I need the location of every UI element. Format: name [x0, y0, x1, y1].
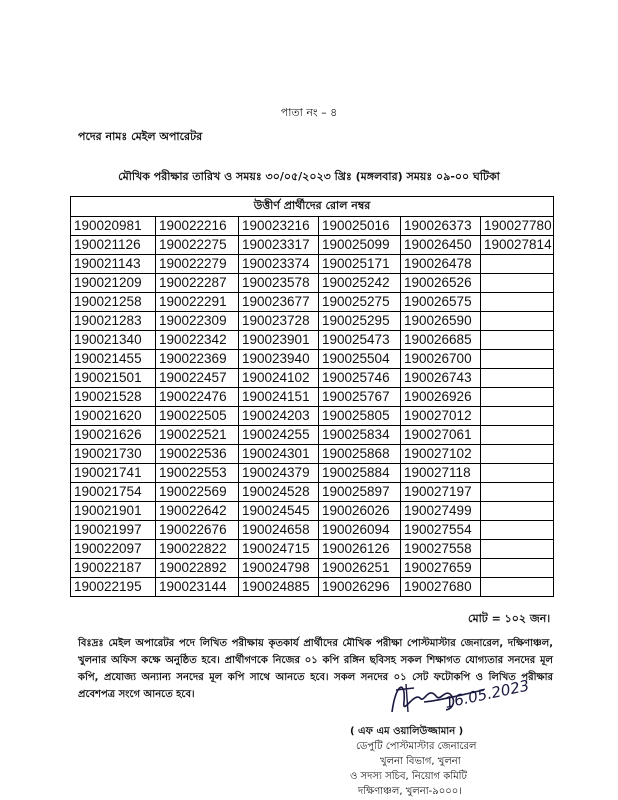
table-row [71, 445, 554, 464]
roll-number-cell [481, 464, 554, 483]
roll-number-cell: 190026685 [401, 331, 481, 350]
roll-number-cell [481, 293, 554, 312]
roll-number-cell: 190024301 [239, 445, 319, 464]
table-row [71, 483, 554, 502]
roll-number-cell: 190027558 [401, 540, 481, 559]
roll-number-cell: 190025016 [319, 217, 401, 236]
roll-number-cell: 190025767 [319, 388, 401, 407]
roll-number-cell: 190025746 [319, 369, 401, 388]
table-row [71, 236, 554, 255]
roll-number-cell [481, 521, 554, 540]
roll-number-cell: 190023677 [239, 293, 319, 312]
roll-number-cell: 190027554 [401, 521, 481, 540]
roll-number-cell: 190027118 [401, 464, 481, 483]
table-row [71, 578, 554, 597]
roll-number-cell: 190026478 [401, 255, 481, 274]
roll-number-cell: 190027680 [401, 578, 481, 597]
roll-number-cell: 190023901 [239, 331, 319, 350]
roll-number-cell: 190027012 [401, 407, 481, 426]
roll-number-cell: 190022187 [71, 559, 156, 578]
roll-number-cell: 190021997 [71, 521, 156, 540]
roll-number-cell: 190026926 [401, 388, 481, 407]
post-name: পদের নামঃ মেইল অপারেটর [78, 130, 203, 143]
roll-number-cell: 190020981 [71, 217, 156, 236]
signatory-block [300, 724, 560, 799]
roll-number-cell [481, 483, 554, 502]
roll-number-cell: 190027197 [401, 483, 481, 502]
roll-number-cell: 190022287 [156, 274, 239, 293]
total-count: মোট = ১০২ জন। [468, 612, 551, 625]
roll-number-cell: 190025897 [319, 483, 401, 502]
roll-number-cell: 190021258 [71, 293, 156, 312]
roll-number-cell: 190022822 [156, 540, 239, 559]
roll-number-cell: 190021126 [71, 236, 156, 255]
table-row [71, 426, 554, 445]
roll-number-cell: 190027814 [481, 236, 554, 255]
roll-number-cell: 190021501 [71, 369, 156, 388]
roll-number-cell: 190025242 [319, 274, 401, 293]
roll-number-cell: 190025868 [319, 445, 401, 464]
signature-image [384, 672, 534, 724]
roll-number-cell [481, 540, 554, 559]
signatory-office: খুলনা বিভাগ, খুলনা [380, 756, 461, 767]
roll-number-cell: 190024545 [239, 502, 319, 521]
roll-number-cell [481, 445, 554, 464]
table-row [71, 540, 554, 559]
table-row [71, 274, 554, 293]
roll-number-cell: 190026526 [401, 274, 481, 293]
roll-number-cell: 190022521 [156, 426, 239, 445]
roll-number-cell: 190025805 [319, 407, 401, 426]
roll-number-cell: 190022476 [156, 388, 239, 407]
roll-number-cell: 190022892 [156, 559, 239, 578]
roll-number-cell: 190024255 [239, 426, 319, 445]
table-header: উত্তীর্ণ প্রার্থীদের রোল নম্বর [71, 197, 554, 217]
roll-number-cell: 190022291 [156, 293, 239, 312]
signatory-committee: ও সদস্য সচিব, নিয়োগ কমিটি [350, 771, 467, 782]
roll-number-cell: 190021901 [71, 502, 156, 521]
table-row [71, 521, 554, 540]
roll-number-cell: 190025295 [319, 312, 401, 331]
roll-number-cell: 190024658 [239, 521, 319, 540]
roll-number-cell: 190022369 [156, 350, 239, 369]
roll-number-cell: 190022216 [156, 217, 239, 236]
roll-number-cell: 190023374 [239, 255, 319, 274]
roll-number-cell: 190021283 [71, 312, 156, 331]
roll-number-cell: 190021209 [71, 274, 156, 293]
roll-number-cell: 190024798 [239, 559, 319, 578]
roll-number-table [70, 196, 554, 597]
roll-number-cell: 190023578 [239, 274, 319, 293]
roll-number-cell: 190026126 [319, 540, 401, 559]
roll-number-cell: 190021455 [71, 350, 156, 369]
roll-number-cell: 190026094 [319, 521, 401, 540]
roll-number-cell: 190022505 [156, 407, 239, 426]
table-body [71, 217, 554, 597]
roll-number-cell: 190021143 [71, 255, 156, 274]
roll-number-cell: 190022536 [156, 445, 239, 464]
table-row [71, 217, 554, 236]
table-row [71, 350, 554, 369]
roll-number-cell: 190025834 [319, 426, 401, 445]
roll-number-cell [481, 407, 554, 426]
roll-number-cell: 190024885 [239, 578, 319, 597]
roll-number-cell: 190027780 [481, 217, 554, 236]
roll-number-cell: 190022279 [156, 255, 239, 274]
roll-number-cell: 190021754 [71, 483, 156, 502]
exam-datetime: মৌখিক পরীক্ষার তারিখ ও সময়ঃ ৩০/০৫/২০২৩ খ্রিঃ (মঙ্গলবার) সময়ঃ ০৯-০০ ঘটিকা [118, 170, 500, 183]
table-row [71, 502, 554, 521]
roll-number-cell: 190022097 [71, 540, 156, 559]
roll-number-cell [481, 426, 554, 445]
roll-number-cell: 190022275 [156, 236, 239, 255]
roll-number-cell [481, 502, 554, 521]
roll-number-cell: 190021741 [71, 464, 156, 483]
roll-number-cell: 190022457 [156, 369, 239, 388]
roll-number-cell: 190023940 [239, 350, 319, 369]
table-row [71, 312, 554, 331]
roll-number-cell: 190024528 [239, 483, 319, 502]
roll-number-cell: 190026743 [401, 369, 481, 388]
roll-number-cell: 190026251 [319, 559, 401, 578]
roll-number-cell: 190026575 [401, 293, 481, 312]
table-row [71, 559, 554, 578]
roll-number-cell: 190022569 [156, 483, 239, 502]
table-row [71, 255, 554, 274]
roll-number-cell [481, 369, 554, 388]
roll-number-cell: 190021340 [71, 331, 156, 350]
roll-number-cell: 190024102 [239, 369, 319, 388]
roll-number-cell: 190026026 [319, 502, 401, 521]
signature-date: 16.05.2023 [443, 676, 531, 712]
roll-number-cell [481, 350, 554, 369]
roll-number-cell [481, 274, 554, 293]
roll-number-cell: 190022195 [71, 578, 156, 597]
table-row [71, 388, 554, 407]
roll-number-cell: 190025275 [319, 293, 401, 312]
roll-number-cell [481, 255, 554, 274]
table-row [71, 293, 554, 312]
signatory-designation: ডেপুটি পোস্টমাস্টার জেনারেল [356, 741, 477, 752]
roll-number-cell: 190024715 [239, 540, 319, 559]
roll-number-cell: 190027102 [401, 445, 481, 464]
roll-number-cell [481, 388, 554, 407]
roll-number-cell: 190024151 [239, 388, 319, 407]
roll-number-cell: 190023144 [156, 578, 239, 597]
roll-number-cell: 190023216 [239, 217, 319, 236]
roll-number-cell: 190025884 [319, 464, 401, 483]
signatory-address: দক্ষিণাঞ্চল, খুলনা-৯০০০। [358, 786, 462, 797]
roll-number-cell: 190025504 [319, 350, 401, 369]
roll-number-cell: 190022642 [156, 502, 239, 521]
roll-number-cell: 190024379 [239, 464, 319, 483]
roll-number-cell [481, 312, 554, 331]
roll-number-cell: 190027499 [401, 502, 481, 521]
roll-number-cell: 190026590 [401, 312, 481, 331]
roll-number-cell [481, 578, 554, 597]
roll-number-cell: 190027659 [401, 559, 481, 578]
roll-number-cell: 190026700 [401, 350, 481, 369]
table-row [71, 369, 554, 388]
signatory-name: ( এফ এম ওয়ালিউজ্জামান ) [350, 726, 464, 737]
roll-number-cell: 190021626 [71, 426, 156, 445]
roll-number-cell: 190022342 [156, 331, 239, 350]
roll-number-cell [481, 331, 554, 350]
roll-number-cell: 190021620 [71, 407, 156, 426]
roll-number-cell: 190022553 [156, 464, 239, 483]
roll-number-cell: 190022309 [156, 312, 239, 331]
table-row [71, 464, 554, 483]
table-row [71, 407, 554, 426]
roll-number-cell: 190027061 [401, 426, 481, 445]
roll-number-cell: 190026296 [319, 578, 401, 597]
page-number: পাতা নং – ৪ [280, 106, 338, 119]
roll-number-cell: 190025473 [319, 331, 401, 350]
roll-number-cell: 190022676 [156, 521, 239, 540]
roll-number-cell [481, 559, 554, 578]
roll-number-cell: 190021730 [71, 445, 156, 464]
roll-number-cell: 190023317 [239, 236, 319, 255]
roll-number-cell: 190021528 [71, 388, 156, 407]
roll-number-cell: 190025171 [319, 255, 401, 274]
table-row [71, 331, 554, 350]
roll-number-cell: 190026373 [401, 217, 481, 236]
roll-number-cell: 190023728 [239, 312, 319, 331]
roll-number-cell: 190024203 [239, 407, 319, 426]
roll-number-cell: 190026450 [401, 236, 481, 255]
roll-number-cell: 190025099 [319, 236, 401, 255]
notice-paragraph: বিঃদ্রঃ মেইল অপারেটর পদে লিখিত পরীক্ষায় কৃতকার্য প্রার্থীদের মৌখিক পরীক্ষা পোস্টমাস্টার জেনারেল, দক্ষিণাঞ্চল, খুলনার অফিস কক্ষে অনুষ্ঠিত হবে। প্রার্থীগণকে নিজের ০১ কপি রঙ্গিন ছবিসহ সকল শিক্ষাগত যোগ্যতার সনদের মূল কপি, প্রযোজ্য অন্যান্য সনদের মূল কপি সাথে আনতে হবে। সকল সনদের ০১ সেট ফটোকপি ও লিখিত পরীক্ষার প্রবেশপত্র সংগে আনতে হবে। [78, 638, 553, 700]
